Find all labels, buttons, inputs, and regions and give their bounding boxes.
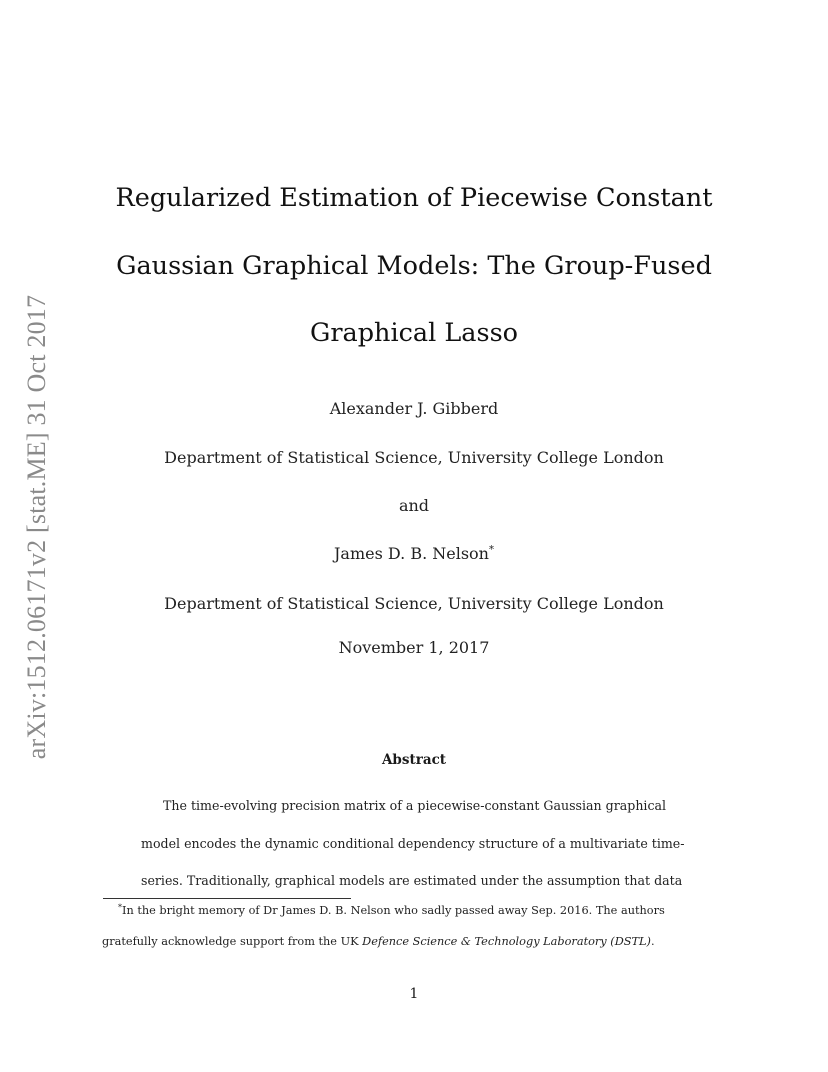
abstract-line-3: series. Traditionally, graphical models are estimated under the assumption that data [141,873,683,888]
author-affiliation-1: Department of Statistical Science, University College London [164,448,664,467]
abstract-line-2: model encodes the dynamic conditional dependency structure of a multivariate time- [141,836,685,851]
author-name-2 [0,544,828,563]
paper-title-line-3: Graphical Lasso [309,318,519,348]
paper-title-line-2: Gaussian Graphical Models: The Group-Fused [116,251,712,281]
arxiv-identifier-stamp[interactable]: arXiv:1512.06171v2 [stat.ME] 31 Oct 2017 [22,294,51,760]
abstract-line-1: The time-evolving precision matrix of a piecewise-constant Gaussian graphical [163,798,667,813]
author-affiliation-2: Department of Statistical Science, University College London [164,594,664,613]
footnote-marker[interactable]: * [488,544,494,556]
footnote-organization: Defence Science & Technology Laboratory (DSTL) [362,935,651,948]
author-conjunction: and [398,496,430,515]
footnote-text-2-suffix: . [650,935,655,948]
author-name-1: Alexander J. Gibberd [329,399,499,418]
page-number: 1 [409,986,419,1002]
footnote-mark: * [118,903,122,912]
footnote-text-2-prefix: gratefully acknowledge support from the UK [102,935,363,948]
footnote-text-1: In the bright memory of Dr James D. B. Nelson who sadly passed away Sep. 2016. The authors [122,904,665,917]
footnote-line-2 [102,935,655,948]
abstract-heading: Abstract [381,752,447,768]
footnote-divider [103,898,351,899]
publication-date: November 1, 2017 [338,638,490,657]
footnote-line-1 [118,903,665,917]
paper-title-line-1: Regularized Estimation of Piecewise Constant [115,183,713,213]
author-name-2-text: James D. B. Nelson [334,544,489,563]
